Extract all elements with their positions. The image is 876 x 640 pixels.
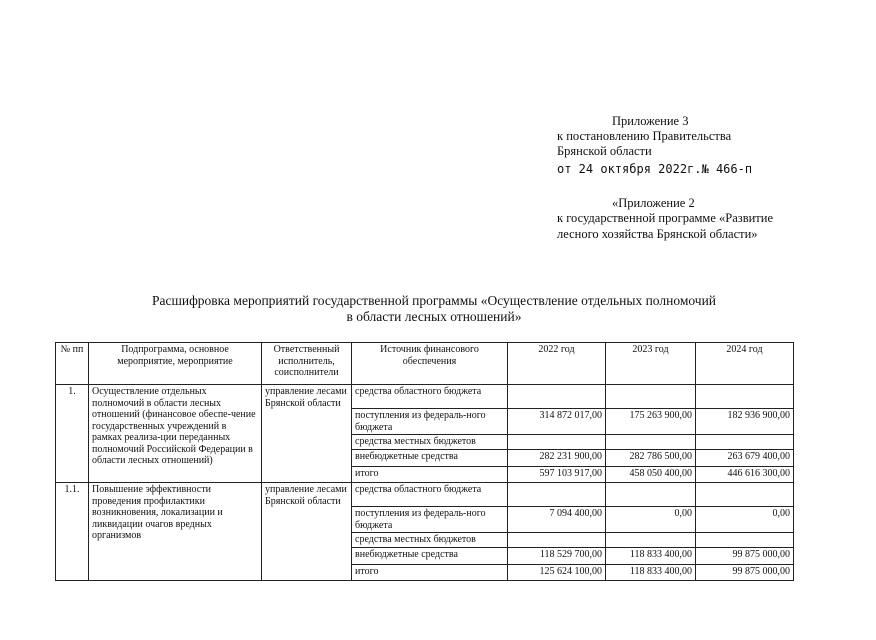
- cell-2023: [606, 533, 696, 548]
- document-title-line1: Расшифровка мероприятий государственной программы «Осуществление отдельных полномочий: [151, 293, 717, 308]
- row-executor: управление лесами Брянской области: [262, 385, 352, 483]
- cell-source: поступления из федераль-ного бюджета: [352, 409, 508, 435]
- appendix3-date: от 24 октября 2022г.№ 466-п: [557, 162, 753, 176]
- cell-source: итого: [352, 467, 508, 483]
- cell-2024: 99 875 000,00: [696, 565, 794, 581]
- row-num: 1.1.: [56, 483, 89, 581]
- cell-2022: [508, 533, 606, 548]
- cell-source: средства областного бюджета: [352, 385, 508, 409]
- document-title: [60, 293, 808, 325]
- cell-2022: 314 872 017,00: [508, 409, 606, 435]
- cell-2023: 175 263 900,00: [606, 409, 696, 435]
- cell-2023: [606, 483, 696, 507]
- cell-source: внебюджетные средства: [352, 450, 508, 467]
- cell-2022: 125 624 100,00: [508, 565, 606, 581]
- header-source: Источник финансового обеспечения: [352, 343, 508, 385]
- cell-2022: [508, 483, 606, 507]
- cell-source: средства областного бюджета: [352, 483, 508, 507]
- measures-table: [55, 342, 794, 581]
- row-name: Осуществление отдельных полномочий в области лесных отношений (финансовое обеспе-чение государственных учреждений в рамках реализа-ции переданных полномочий Российской Федерации в области лесных отношений): [89, 385, 262, 483]
- cell-2024: 0,00: [696, 507, 794, 533]
- cell-source: средства местных бюджетов: [352, 435, 508, 450]
- cell-2023: 458 050 400,00: [606, 467, 696, 483]
- header-num: № пп: [56, 343, 89, 385]
- cell-2024: 182 936 900,00: [696, 409, 794, 435]
- appendix3-title: Приложение 3: [612, 114, 689, 128]
- cell-source: средства местных бюджетов: [352, 533, 508, 548]
- appendix2-line2: лесного хозяйства Брянской области»: [557, 227, 758, 241]
- document-title-line2: в области лесных отношений»: [346, 309, 522, 324]
- cell-2022: 118 529 700,00: [508, 548, 606, 565]
- appendix3-line1: к постановлению Правительства: [557, 129, 732, 143]
- cell-2023: 118 833 400,00: [606, 548, 696, 565]
- cell-2024: [696, 483, 794, 507]
- cell-2022: [508, 385, 606, 409]
- cell-2022: [508, 435, 606, 450]
- cell-2024: 446 616 300,00: [696, 467, 794, 483]
- row-executor: управление лесами Брянской области: [262, 483, 352, 581]
- header-executor: Ответственный исполнитель, соисполнители: [262, 343, 352, 385]
- appendix2-line1: к государственной программе «Развитие: [557, 211, 773, 225]
- cell-2024: [696, 435, 794, 450]
- cell-2024: [696, 533, 794, 548]
- row-name: Повышение эффективности проведения профилактики возникновения, локализации и ликвидации очагов вредных организмов: [89, 483, 262, 581]
- appendix2-title: «Приложение 2: [612, 196, 695, 210]
- appendix3-line2: Брянской области: [557, 144, 652, 158]
- cell-2023: [606, 435, 696, 450]
- row-num: 1.: [56, 385, 89, 483]
- cell-2023: 118 833 400,00: [606, 565, 696, 581]
- header-2023: 2023 год: [606, 343, 696, 385]
- cell-source: поступления из федераль-ного бюджета: [352, 507, 508, 533]
- cell-source: итого: [352, 565, 508, 581]
- header-2024: 2024 год: [696, 343, 794, 385]
- cell-2022: 282 231 900,00: [508, 450, 606, 467]
- table-body: [56, 385, 794, 581]
- cell-2024: 263 679 400,00: [696, 450, 794, 467]
- table-row: [56, 483, 794, 507]
- cell-2023: 282 786 500,00: [606, 450, 696, 467]
- cell-2023: 0,00: [606, 507, 696, 533]
- cell-2023: [606, 385, 696, 409]
- cell-source: внебюджетные средства: [352, 548, 508, 565]
- cell-2024: [696, 385, 794, 409]
- header-2022: 2022 год: [508, 343, 606, 385]
- table-row: [56, 385, 794, 409]
- cell-2022: 7 094 400,00: [508, 507, 606, 533]
- cell-2022: 597 103 917,00: [508, 467, 606, 483]
- header-name: Подпрограмма, основное мероприятие, мероприятие: [89, 343, 262, 385]
- cell-2024: 99 875 000,00: [696, 548, 794, 565]
